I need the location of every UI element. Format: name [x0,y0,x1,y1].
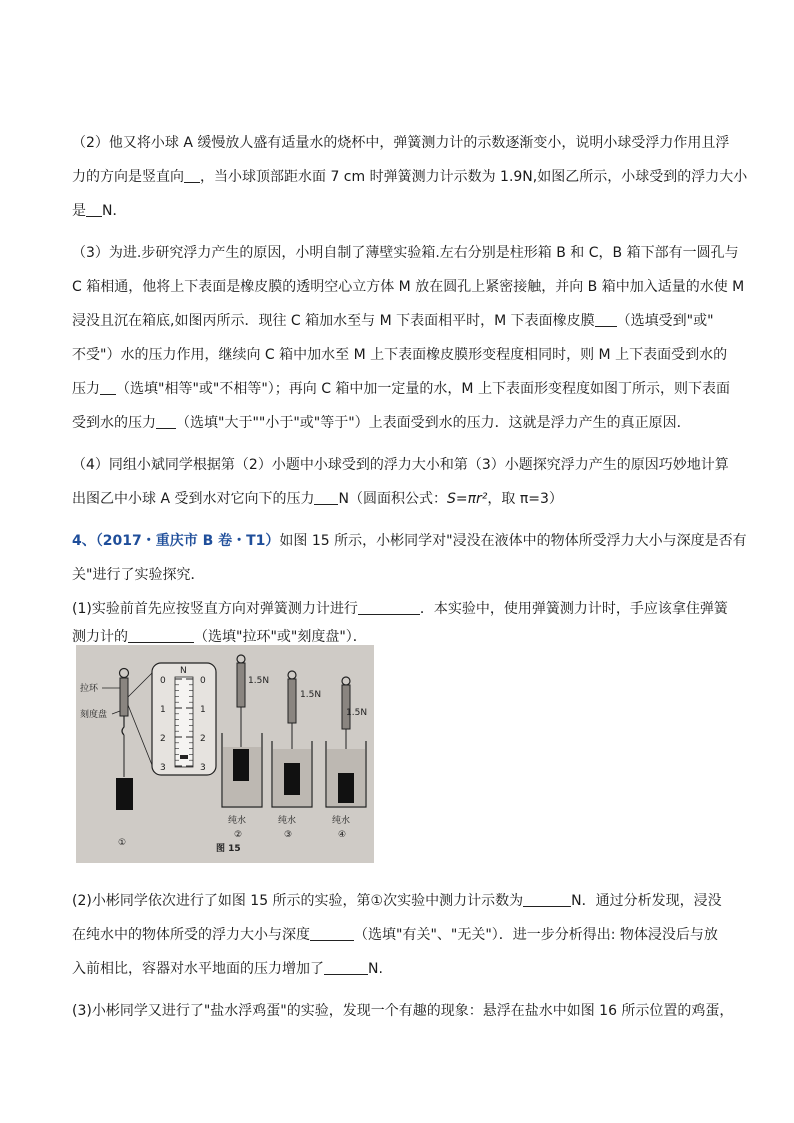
q2-line-2 [72,169,747,185]
p2-text-2b: （选填"有关"、"无关"）．进一步分析得出: 物体浸没后与放 [354,927,718,943]
metal-block [116,778,133,810]
answer-blank[interactable] [310,928,354,941]
q2-line-3 [72,203,126,219]
problem4-text-2: 关"进行了实验探究． [72,567,205,583]
q2-text-3b: N． [102,203,127,219]
scale-body [342,685,350,729]
q2-text-3a: 是 [72,203,86,219]
q4-line-1 [72,457,729,473]
marker-4: ④ [338,830,347,840]
q3-text-5b: （选填"相等"或"不相等"）；再向 C 箱中加一定量的水，M 上下表面形变程度如图丁所示，则下表面 [116,381,730,397]
q2-text-1: （2）他又将小球 A 缓慢放人盛有适量水的烧杯中，弹簧测力计的示数逐渐变小，说明小球受浮力作用且浮 [72,135,730,151]
metal-block [338,773,354,803]
tick-right-2: 2 [200,734,206,744]
q2-text-2b: ，当小球顶部距水面 7 cm 时弹簧测力计示数为 1.9N,如图乙所示，小球受到的浮力大小 [200,169,748,185]
q2-line-1 [72,135,729,151]
answer-blank[interactable] [86,204,102,217]
marker-1: ① [118,838,127,848]
marker-3: ③ [284,830,293,840]
q3-line-1 [72,245,739,261]
scale-reading: 1.5N [346,708,368,718]
answer-blank[interactable] [156,416,176,429]
p3-line-1 [72,1003,733,1019]
p2-line-1 [72,893,722,909]
answer-blank[interactable] [358,602,420,615]
p2-text-2a: 在纯水中的物体所受的浮力大小与深度 [72,927,310,943]
unit-label: N [180,666,187,676]
q4-line-2 [72,491,563,507]
p1-line-2 [72,629,367,645]
p1-text-2a: 测力计的 [72,629,128,645]
tick-right-1: 1 [200,705,206,715]
figure-15 [76,645,374,863]
circled-number: ① [370,893,384,909]
p2-text-1b: 次实验中测力计示数为 [383,893,524,909]
p2-text-3b: N. [368,961,383,977]
q4-text-2a: 出图乙中小球 A 受到水对它向下的压力 [72,491,315,507]
figure-caption: 图 15 [216,844,241,854]
answer-blank[interactable] [595,314,617,327]
tick-left-1: 1 [160,705,166,715]
p1-text-1b: ．本实验中，使用弹簧测力计时，手应该拿住弹簧 [419,601,728,617]
area-formula: S=πr² [446,491,488,507]
answer-blank[interactable] [314,492,338,505]
scale-body [288,679,296,723]
scale-body [237,663,245,707]
p3-text-1: (3)小彬同学又进行了"盐水浮鸡蛋"的实验，发现一个有趣的现象：悬浮在盐水中如图 16 所示位置的鸡蛋， [72,1003,734,1019]
q3-text-6a: 受到水的压力 [72,415,156,431]
answer-blank[interactable] [184,170,200,183]
scale-body [120,678,128,716]
dial-label: 刻度盘 [80,710,108,720]
p1-line-1 [72,601,728,617]
p2-line-3 [72,961,383,977]
p1-text-2b: （选填"拉环"或"刻度盘"）． [194,629,367,645]
answer-blank[interactable] [523,894,571,907]
q3-line-2 [72,279,744,295]
p1-text-1a: (1)实验前首先应按竖直方向对弹簧测力计进行 [72,601,358,617]
q3-text-4: 不受"）水的压力作用，继续向 C 箱中加水至 M 上下表面橡皮膜形变程度相同时，则 M 上下表面受到水的 [72,347,728,363]
tick-left-2: 2 [160,734,166,744]
marker-2: ② [234,830,243,840]
problem4-text-1: 如图 15 所示，小彬同学对"浸没在液体中的物体所受浮力大小与深度是否有 [279,533,747,549]
tick-right-0: 0 [200,676,206,686]
answer-blank[interactable] [324,962,368,975]
pointer [180,755,188,759]
water-label: 纯水 [332,816,351,826]
q3-line-5 [72,381,730,397]
scale-reading: 1.5N [248,676,270,686]
answer-blank[interactable] [100,382,116,395]
tick-right-3: 3 [200,763,206,773]
tick-left-3: 3 [160,763,166,773]
water-label: 纯水 [278,816,297,826]
metal-block [284,763,300,795]
q3-line-6 [72,415,691,431]
q4-text-1: （4）同组小斌同学根据第（2）小题中小球受到的浮力大小和第（3）小题探究浮力产生的原因巧妙地计算 [72,457,729,473]
problem-source-label: 4、（2017・重庆市 B 卷・T1） [72,533,280,549]
q3-text-2: C 箱相通，他将上下表面是橡皮膜的透明空心立方体 M 放在圆孔上紧密接触，并向 B 箱中加入适量的水使 M [72,279,745,295]
q4-text-2b: N（圆面积公式： [338,491,447,507]
q3-text-3a: 浸没且沉在箱底,如图丙所示．现往 C 箱加水至与 M 下表面相平时，M 下表面橡皮膜 [72,313,595,329]
tick-left-0: 0 [160,676,166,686]
q3-text-6b: （选填"大于""小于"或"等于"）上表面受到水的压力．这就是浮力产生的真正原因． [176,415,691,431]
q4-text-2c: ，取 π=3） [487,491,563,507]
q3-line-3 [72,313,714,329]
q3-text-5a: 压力 [72,381,100,397]
q3-text-3b: （选填受到"或" [616,313,714,329]
q3-text-1: （3）为进.步研究浮力产生的原因，小明自制了薄壁实验箱.左右分别是柱形箱 B 和 C，B 箱下部有一圆孔与 [72,245,739,261]
p2-text-1a: (2)小彬同学依次进行了如图 15 所示的实验，第 [72,893,371,909]
metal-block [233,749,249,781]
water-label: 纯水 [228,816,247,826]
q3-line-4 [72,347,727,363]
p2-text-1c: N．通过分析发现，浸没 [571,893,722,909]
problem4-line-2 [72,567,204,583]
scale-reading: 1.5N [300,690,322,700]
p2-line-2 [72,927,718,943]
p2-text-3a: 入前相比，容器对水平地面的压力增加了 [72,961,324,977]
ring-label: 拉环 [80,684,99,694]
q2-text-2a: 力的方向是竖直向 [72,169,184,185]
answer-blank[interactable] [128,630,194,643]
problem4-line-1 [72,533,747,549]
